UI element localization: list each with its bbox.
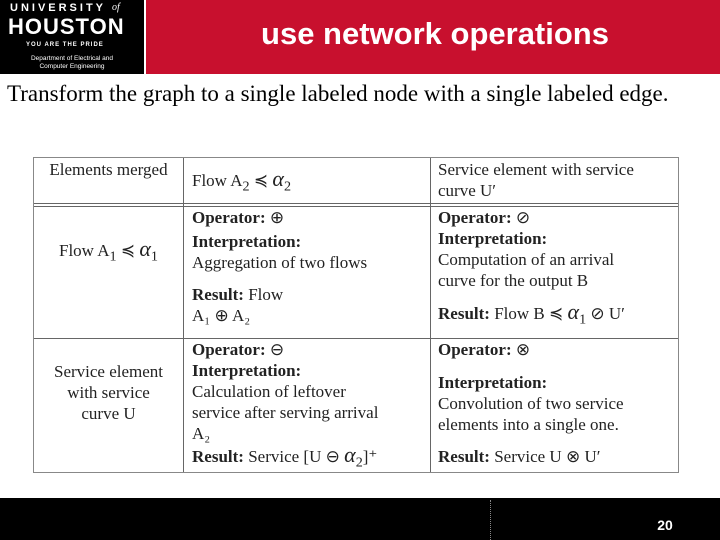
row2-c2-interp-line3: A₂ (192, 424, 211, 443)
row2-c3-op-label: Operator: (438, 340, 512, 359)
row2-label (34, 361, 183, 424)
row2-c2-result-tail: ]⁺ (362, 447, 378, 466)
header-alpha-sub: 2 (283, 178, 292, 195)
row2-service-cell (438, 339, 674, 467)
header-prec: ≼ (253, 171, 269, 190)
header-service-line1: Service element with service (438, 160, 634, 179)
row1-alpha-sub: 1 (150, 248, 158, 265)
row2-c2-result-text: Service [U ⊖ (248, 447, 340, 466)
header-band (0, 0, 720, 74)
operations-table (33, 157, 679, 473)
row1-c3-prec: ≼ (549, 304, 564, 323)
row1-c2-result-label: Result: (192, 285, 244, 304)
row2-c3-interp-line2: elements into a single one. (438, 415, 619, 434)
logo-of-text: of (112, 2, 120, 13)
row1-c3-interp-line1: Computation of an arrival (438, 250, 615, 269)
header-alpha: α (272, 166, 284, 191)
row2-c2-interp-label: Interpretation: (192, 361, 302, 380)
row2-c2-alpha: α (344, 442, 356, 467)
slide-title: use network operations (261, 16, 609, 51)
header-service-element (438, 159, 674, 201)
row2-c3-result-label: Result: (438, 447, 490, 466)
row2-c2-op-label: Operator: (192, 340, 266, 359)
row2-label-line2: with service (67, 383, 150, 402)
row1-c3-result-tail: ⊘ U′ (590, 304, 625, 323)
footer-dotted-divider (490, 500, 493, 540)
header-elements-merged (34, 159, 183, 180)
row1-c3-interp-line2: curve for the output B (438, 271, 589, 290)
row2-c3-result-text: Service U ⊗ U′ (494, 447, 601, 466)
header-service-line2: curve U′ (438, 181, 496, 200)
logo-name-text: HOUSTON (8, 14, 125, 39)
row1-c3-op-symbol: ⊘ (515, 208, 531, 227)
row1-label-text: Flow A (58, 241, 110, 260)
row2-c2-interp-line1: Calculation of leftover (192, 382, 346, 401)
row1-c2-result-text: Flow (248, 285, 284, 304)
row1-c2-interp-label: Interpretation: (192, 232, 302, 251)
row1-service-cell (438, 207, 674, 330)
row2-c2-op-symbol: ⊖ (269, 340, 285, 359)
intro-text: Transform the graph to a single labeled node with a single labeled edge. (7, 81, 669, 106)
row1-c2-op-symbol: ⊕ (269, 208, 285, 227)
row2-c2-interp-line2: service after serving arrival (192, 403, 379, 422)
university-logo (0, 0, 146, 74)
row2-flow-cell (192, 339, 428, 473)
row2-label-line1: Service element (53, 362, 164, 381)
logo-university-text: UNIVERSITY (10, 2, 107, 14)
row2-c3-interp-line1: Convolution of two service (438, 394, 624, 413)
row2-c3-op-symbol: ⊗ (515, 340, 531, 359)
page-number: 20 (657, 517, 673, 533)
row2-c3-interp-label: Interpretation: (438, 373, 548, 392)
row1-alpha: α (139, 236, 151, 261)
logo-dept-line2: Computer Engineering (39, 63, 105, 70)
header-elements-merged-text: Elements merged (49, 160, 168, 179)
header-flow-a2 (192, 168, 422, 197)
logo-dept-line1: Department of Electrical and (30, 55, 113, 62)
row1-c3-alpha: α (567, 299, 580, 324)
row1-c3-result-text: Flow B (494, 304, 545, 323)
row1-c3-alpha-sub: 1 (579, 311, 587, 328)
row2-c2-result-label: Result: (192, 447, 244, 466)
table-divider-header-1 (34, 203, 678, 204)
row1-flow-cell (192, 207, 428, 326)
row1-c2-interp-text: Aggregation of two flows (192, 253, 368, 272)
footer-band (0, 498, 720, 540)
row1-c3-interp-label: Interpretation: (438, 229, 548, 248)
row2-c2-alpha-sub: 2 (355, 454, 363, 471)
header-flow-a2-text: Flow A (192, 171, 243, 190)
row1-prec: ≼ (120, 241, 136, 260)
row1-c2-result-formula: A₁ ⊕ A₂ (192, 306, 251, 325)
row1-c3-result-label: Result: (438, 304, 490, 323)
row1-label-sub: 1 (109, 248, 117, 265)
row1-c3-op-label: Operator: (438, 208, 512, 227)
header-flow-a2-sub: 2 (242, 178, 250, 195)
logo-tagline: YOU ARE THE PRIDE (26, 42, 104, 48)
row1-label (34, 238, 183, 267)
row2-label-line3: curve U (81, 404, 136, 423)
row1-c2-op-label: Operator: (192, 208, 266, 227)
logo-department (0, 55, 144, 71)
